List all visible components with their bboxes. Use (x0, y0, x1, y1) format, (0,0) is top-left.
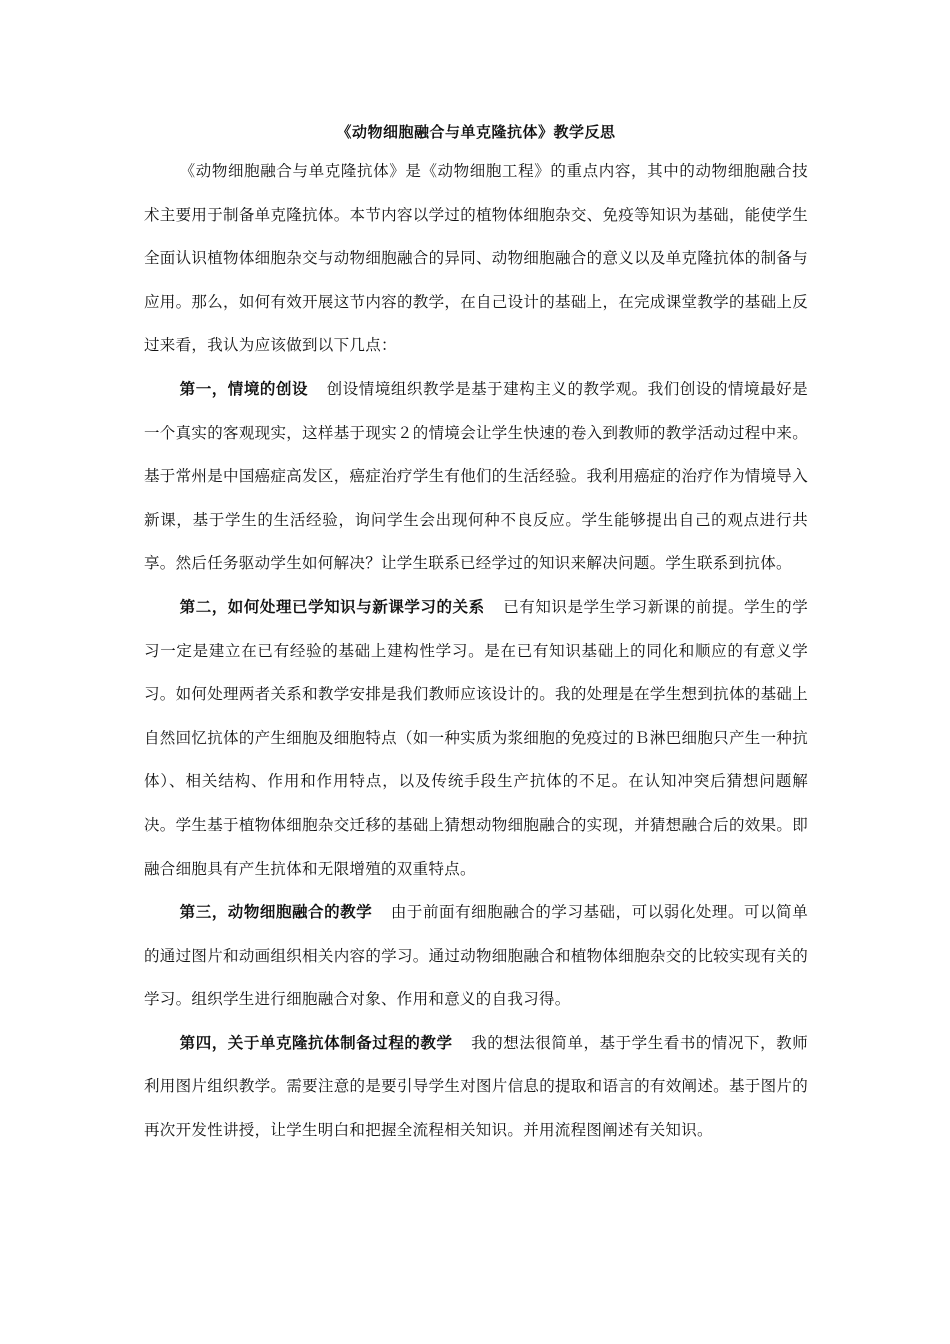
paragraph-intro (144, 150, 808, 368)
paragraph-point-1 (144, 368, 808, 586)
paragraph-text: 《动物细胞融合与单克隆抗体》是《动物细胞工程》的重点内容，其中的动物细胞融合技术主要用于制备单克隆抗体。本节内容以学过的植物体细胞杂交、免疫等知识为基础，能使学生全面认识植物体细胞杂交与动物细胞融合的异同、动物细胞融合的意义以及单克隆抗体的制备与应用。那么，如何有效开展这节内容的教学，在自己设计的基础上，在完成课堂教学的基础上反过来看，我认为应该做到以下几点： (144, 162, 808, 355)
paragraph-text: 已有知识是学生学习新课的前提。学生的学习一定是建立在已有经验的基础上建构性学习。是在已有知识基础上的同化和顺应的有意义学习。如何处理两者关系和教学安排是我们教师应该设计的。我的处理是在学生想到抗体的基础上自然回忆抗体的产生细胞及细胞特点（如一种实质为浆细胞的免疫过的Ｂ淋巴细胞只产生一种抗体）、相关结构、作用和作用特点，以及传统手段生产抗体的不足。在认知冲突后猜想问题解决。学生基于植物体细胞杂交迁移的基础上猜想动物细胞融合的实现，并猜想融合后的效果。即融合细胞具有产生抗体和无限增殖的双重特点。 (144, 597, 809, 878)
paragraph-heading: 第二，如何处理已学知识与新课学习的关系 (179, 597, 485, 616)
document-page (144, 120, 808, 1153)
paragraph-text: 创设情境组织教学是基于建构主义的教学观。我们创设的情境最好是一个真实的客观现实，这样基于现实２的情境会让学生快速的卷入到教师的教学活动过程中来。基于常州是中国癌症高发区，癌症治疗学生有他们的生活经验。我利用癌症的治疗作为情境导入新课，基于学生的生活经验，询问学生会出现何种不良反应。学生能够提出自己的观点进行共享。然后任务驱动学生如何解决？让学生联系已经学过的知识来解决问题。学生联系到抗体。 (144, 379, 808, 573)
paragraph-text: 我的想法很简单，基于学生看书的情况下，教师利用图片组织教学。需要注意的是要引导学生对图片信息的提取和语言的有效阐述。基于图片的再次开发性讲授，让学生明白和把握全流程相关知识。并用流程图阐述有关知识。 (144, 1033, 808, 1140)
paragraph-heading: 第四，关于单克隆抗体制备过程的教学 (179, 1033, 453, 1052)
paragraph-text: 由于前面有细胞融合的学习基础，可以弱化处理。可以简单的通过图片和动画组织相关内容的学习。通过动物细胞融合和植物体细胞杂交的比较实现有关的学习。组织学生进行细胞融合对象、作用和意义的自我习得。 (144, 903, 808, 1009)
paragraph-point-2 (144, 586, 808, 891)
paragraph-heading: 第一，情境的创设 (179, 379, 309, 398)
paragraph-point-4 (144, 1022, 808, 1153)
paragraph-point-3 (144, 891, 808, 1022)
paragraph-heading: 第三，动物细胞融合的教学 (179, 903, 373, 922)
document-title: 《动物细胞融合与单克隆抗体》教学反思 (336, 123, 616, 141)
